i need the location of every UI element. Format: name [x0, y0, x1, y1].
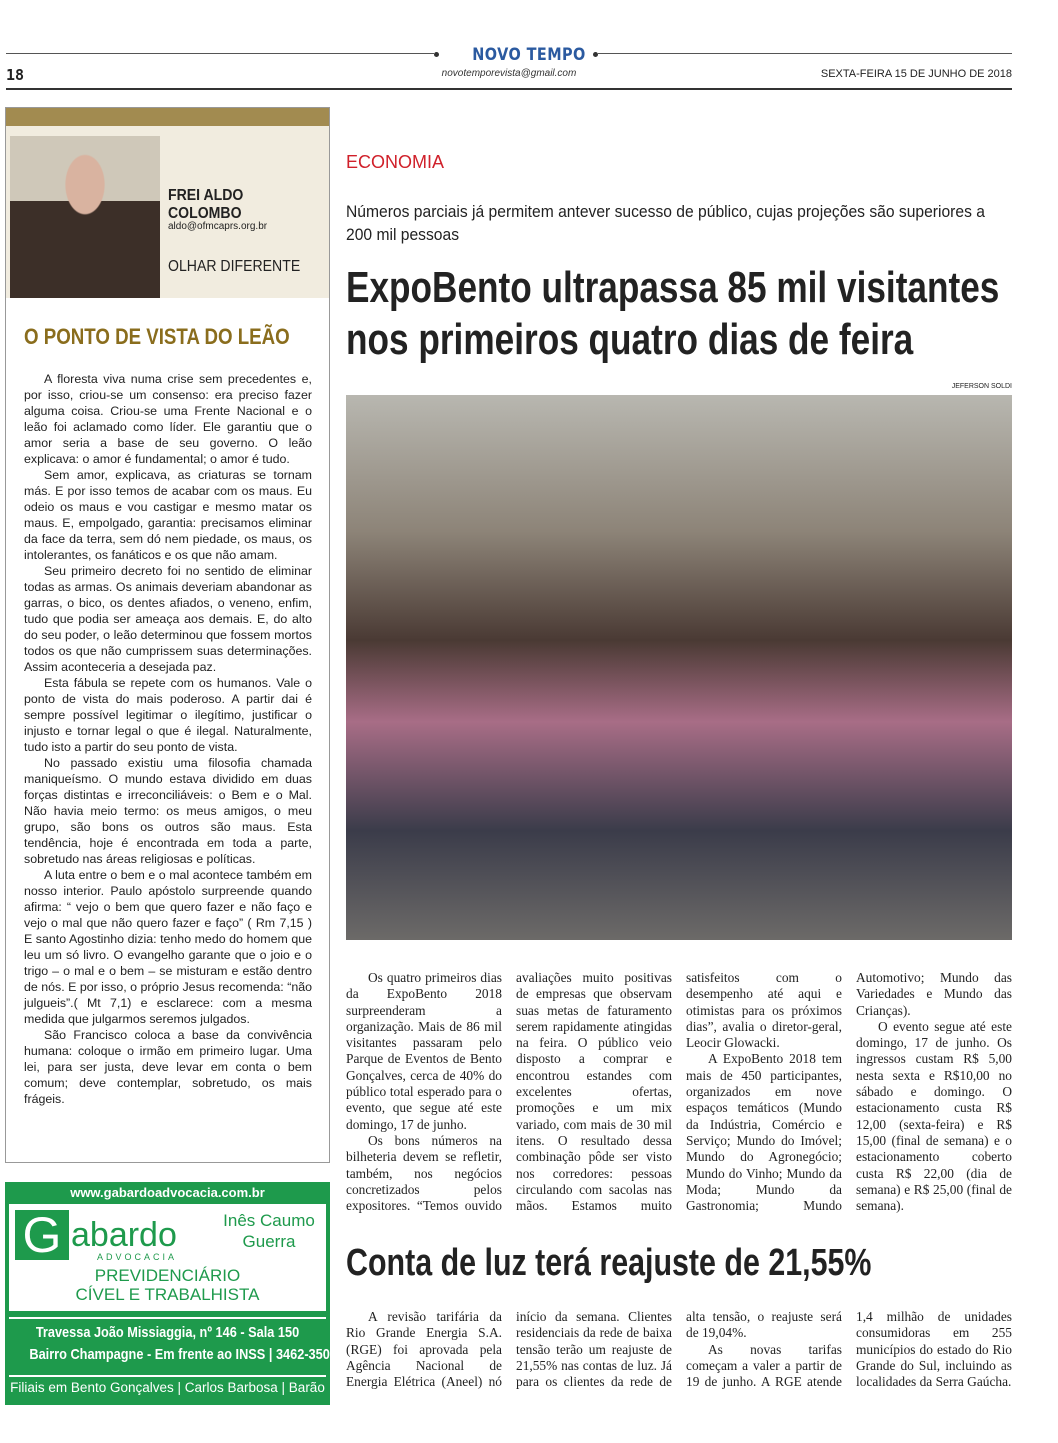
- column-band: [6, 108, 329, 126]
- ad-divider: [9, 1375, 326, 1377]
- ad-branches: Filiais em Bento Gonçalves | Carlos Barbosa | Barão: [10, 1380, 325, 1395]
- article-body-2: [346, 1309, 1012, 1394]
- ad-lawyer: Inês Caumo Guerra: [223, 1211, 315, 1251]
- headline-line: nos primeiros quatro dias de feira: [346, 315, 914, 364]
- ad-address: [29, 1322, 337, 1366]
- paragraph: As novas tarifas começam a valer a partir de 19 de junho. A RGE atende 1,4 milhão de unidades consumidoras em 255 municípios do estado do Rio Grande do Sul, incluindo as localidades da Serra Gaúcha.: [686, 1309, 1012, 1390]
- author-name: FREI ALDO COLOMBO: [168, 187, 244, 222]
- paragraph: São Francisco coloca a base da convivência humana: coloque o irmão em primeiro lugar. Uma lei, para ser justa, deve levar em conta o bem comum; deve contemplar, sobretudo, os mais frágeis.: [24, 1028, 312, 1106]
- paragraph: O evento segue até este domingo, 17 de junho. Os ingressos custam R$ 5,00 nesta sexta e R$10,00 no sábado e domingo. O estacionamento custa R$ 12,00 (sexta-feira) e R$ 15,00 (final de semana) e o estacionamento coberto custa R$ 22,00 (dia de semana) e R$ 25,00 (final de semana).: [856, 1018, 1012, 1214]
- paragraph: A revisão tarifária da Rio Grande Energia S.A. (RGE) foi aprovada pela Agência Nacional de Energia Elétrica (Aneel) nó início da semana. Clientes residenciais da rede de baixa tensão terão um reajuste de 21,55% nas contas de luz. Já para os clientes da rede de alta tensão, o reajuste será de 19,04%.: [346, 1309, 842, 1390]
- article-headline: [346, 262, 999, 366]
- article-subtitle: Números parciais já permitem antever sucesso de público, cujas projeções são superiores a 200 mil pessoas: [346, 202, 985, 244]
- ad-logo-letter: G: [15, 1210, 69, 1260]
- paragraph: A luta entre o bem e o mal acontece também em nosso interior. Paulo apóstolo surpreende quando afirma: “ vejo o bem que quero fazer e não faço e vejo o mal que não quero fazer e faço” ( Rm 7,15 ) E santo Agostinho dizia: tenho medo do homem que leu um só livro. O evangelho garante que o joio e o trigo – o mal e o bem – se misturam e estão dentro de nós. E por isso, o próprio Jesus recomenda: “não julgueis”.( Mt 7,1) e esclarece: com a mesma medida que julgarmos seremos julgados.: [24, 868, 312, 1026]
- article-headline-2: Conta de luz terá reajuste de 21,55%: [346, 1242, 872, 1284]
- newspaper-brand: NOVO TEMPO: [472, 45, 586, 65]
- column-body: [24, 371, 312, 1107]
- newspaper-email: novotemporevista@gmail.com: [441, 68, 577, 79]
- column-header: [6, 126, 329, 298]
- author-photo: [10, 136, 160, 298]
- ad-address-line: Bairro Champagne - Em frente ao INSS | 3462-3508: [29, 1346, 337, 1363]
- ad-area: PREVIDENCIÁRIO: [94, 1266, 241, 1285]
- opinion-column: [5, 107, 330, 1163]
- paragraph: Esta fábula se repete com os humanos. Vale o ponto de vista do mais poderoso. A partir dai é sempre possível legitimar o ilegítimo, justificar o injusto e tornar legal o que é ilegal. Naturalmente, tudo isto a partir do seu ponto de vista.: [24, 676, 312, 754]
- ad-logo-panel: [9, 1204, 326, 1311]
- paragraph: Os bons números na bilheteria devem se refletir, também, nos negócios concretizados pelos expositores. “Temos ouvido avaliações muito positivas de empresas que observam suas metas de faturamento serem rapidamente atingidas na feira. O público veio disposto a comprar e encontrou estandes com excelentes ofertas, promoções e um mix variado, com mais de 30 mil itens. O resultado dessa combinação pôde ser visto nos corredores: pessoas circulando com sacolas nas mãos. Estamos muito satisfeitos com o desempenho até aqui e otimistas para os próximos dias”, avalia o diretor-geral, Leocir Glowacki.: [346, 970, 842, 1214]
- paragraph: A floresta viva numa crise sem precedentes e, por isso, criou-se um consenso: era preciso fazer alguma coisa. Criou-se uma Frente Nacional e o leão foi aclamado como líder. Ele garantiu que o amor seria a base de seu governo. O leão explicava: o amor é fundamental; o amor é tudo.: [24, 372, 312, 466]
- ad-url[interactable]: www.gabardoadvocacia.com.br: [70, 1185, 265, 1200]
- column-name: OLHAR DIFERENTE: [168, 258, 301, 275]
- photo-credit: JEFERSON SOLDI: [951, 383, 1012, 390]
- paragraph: Seu primeiro decreto foi no sentido de eliminar todas as armas. Os animais deveriam abandonar as garras, o bico, os dentes afiados, o veneno, enfim, tudo que podia ser ameaça aos demais. E, do alto do seu poder, o leão determinou que fossem mortos todos os que não cumprissem suas determinações. Assim aconteceria a desejada paz.: [24, 564, 312, 674]
- paragraph: Sem amor, explicava, as criaturas se tornam más. E por isso temos de acabar com os maus. Eu odeio os maus e vou castigar e mesmo matar os maus. E, empolgado, garantia: precisamos eliminar da face da terra, sem dó nem piedade, os maus, os intolerantes, os fanáticos e os que não amam.: [24, 468, 312, 562]
- page-number: 18: [6, 66, 25, 84]
- paragraph: Os quatro primeiros dias da ExpoBento 2018 surpreenderam a organização. Mais de 86 mil visitantes passaram pelo Parque de Eventos de Bento Gonçalves, cerca de 40% do público total esperado para o evento, que segue até este domingo, 17 de junho.: [346, 970, 502, 1132]
- column-title: O PONTO DE VISTA DO LEÃO: [24, 324, 290, 349]
- ad-address-line: Travessa João Missiaggia, nº 146 - Sala 150: [35, 1324, 300, 1341]
- author-email: aldo@ofmcaprs.org.br: [168, 221, 268, 232]
- paragraph: No passado existiu uma filosofia chamada maniqueísmo. O mundo estava dividido em duas forças distintas e irreconciliáveis: o Bem e o Mal. Não havia meio termo: os meus amigos, o meu grupo, são bons os outros são maus. Esta tendência, hoje é encontrada em toda a parte, sobretudo nas áreas religiosas e políticas.: [24, 756, 312, 866]
- ad-area: CÍVEL E TRABALHISTA: [75, 1285, 260, 1304]
- header-bottom-rule: [6, 88, 1012, 90]
- ad-firm-sub: ADVOCACIA: [97, 1252, 178, 1262]
- section-label: ECONOMIA: [346, 152, 445, 172]
- ad-firm-name: abardo: [71, 1216, 177, 1254]
- issue-date: SEXTA-FEIRA 15 DE JUNHO DE 2018: [820, 68, 1012, 80]
- ad-divider: [9, 1317, 326, 1319]
- ad-areas: [9, 1266, 326, 1304]
- paragraph: A ExpoBento 2018 tem mais de 450 participantes, organizados em nove espaços temáticos (Mundo da Indústria, Comércio e Serviço; Mundo do Imóvel; Mundo do Agronegócio; Mundo do Vinho; Mundo da Moda; Mundo da Gastronomia; Mundo Automotivo; Mundo das Variedades e Mundo das Crianças).: [686, 970, 1012, 1214]
- law-firm-ad[interactable]: [5, 1182, 337, 1405]
- expobento-crowd-photo: [346, 395, 1012, 940]
- article-body: [346, 970, 1012, 1220]
- headline-line: ExpoBento ultrapassa 85 mil visitantes: [346, 263, 1000, 312]
